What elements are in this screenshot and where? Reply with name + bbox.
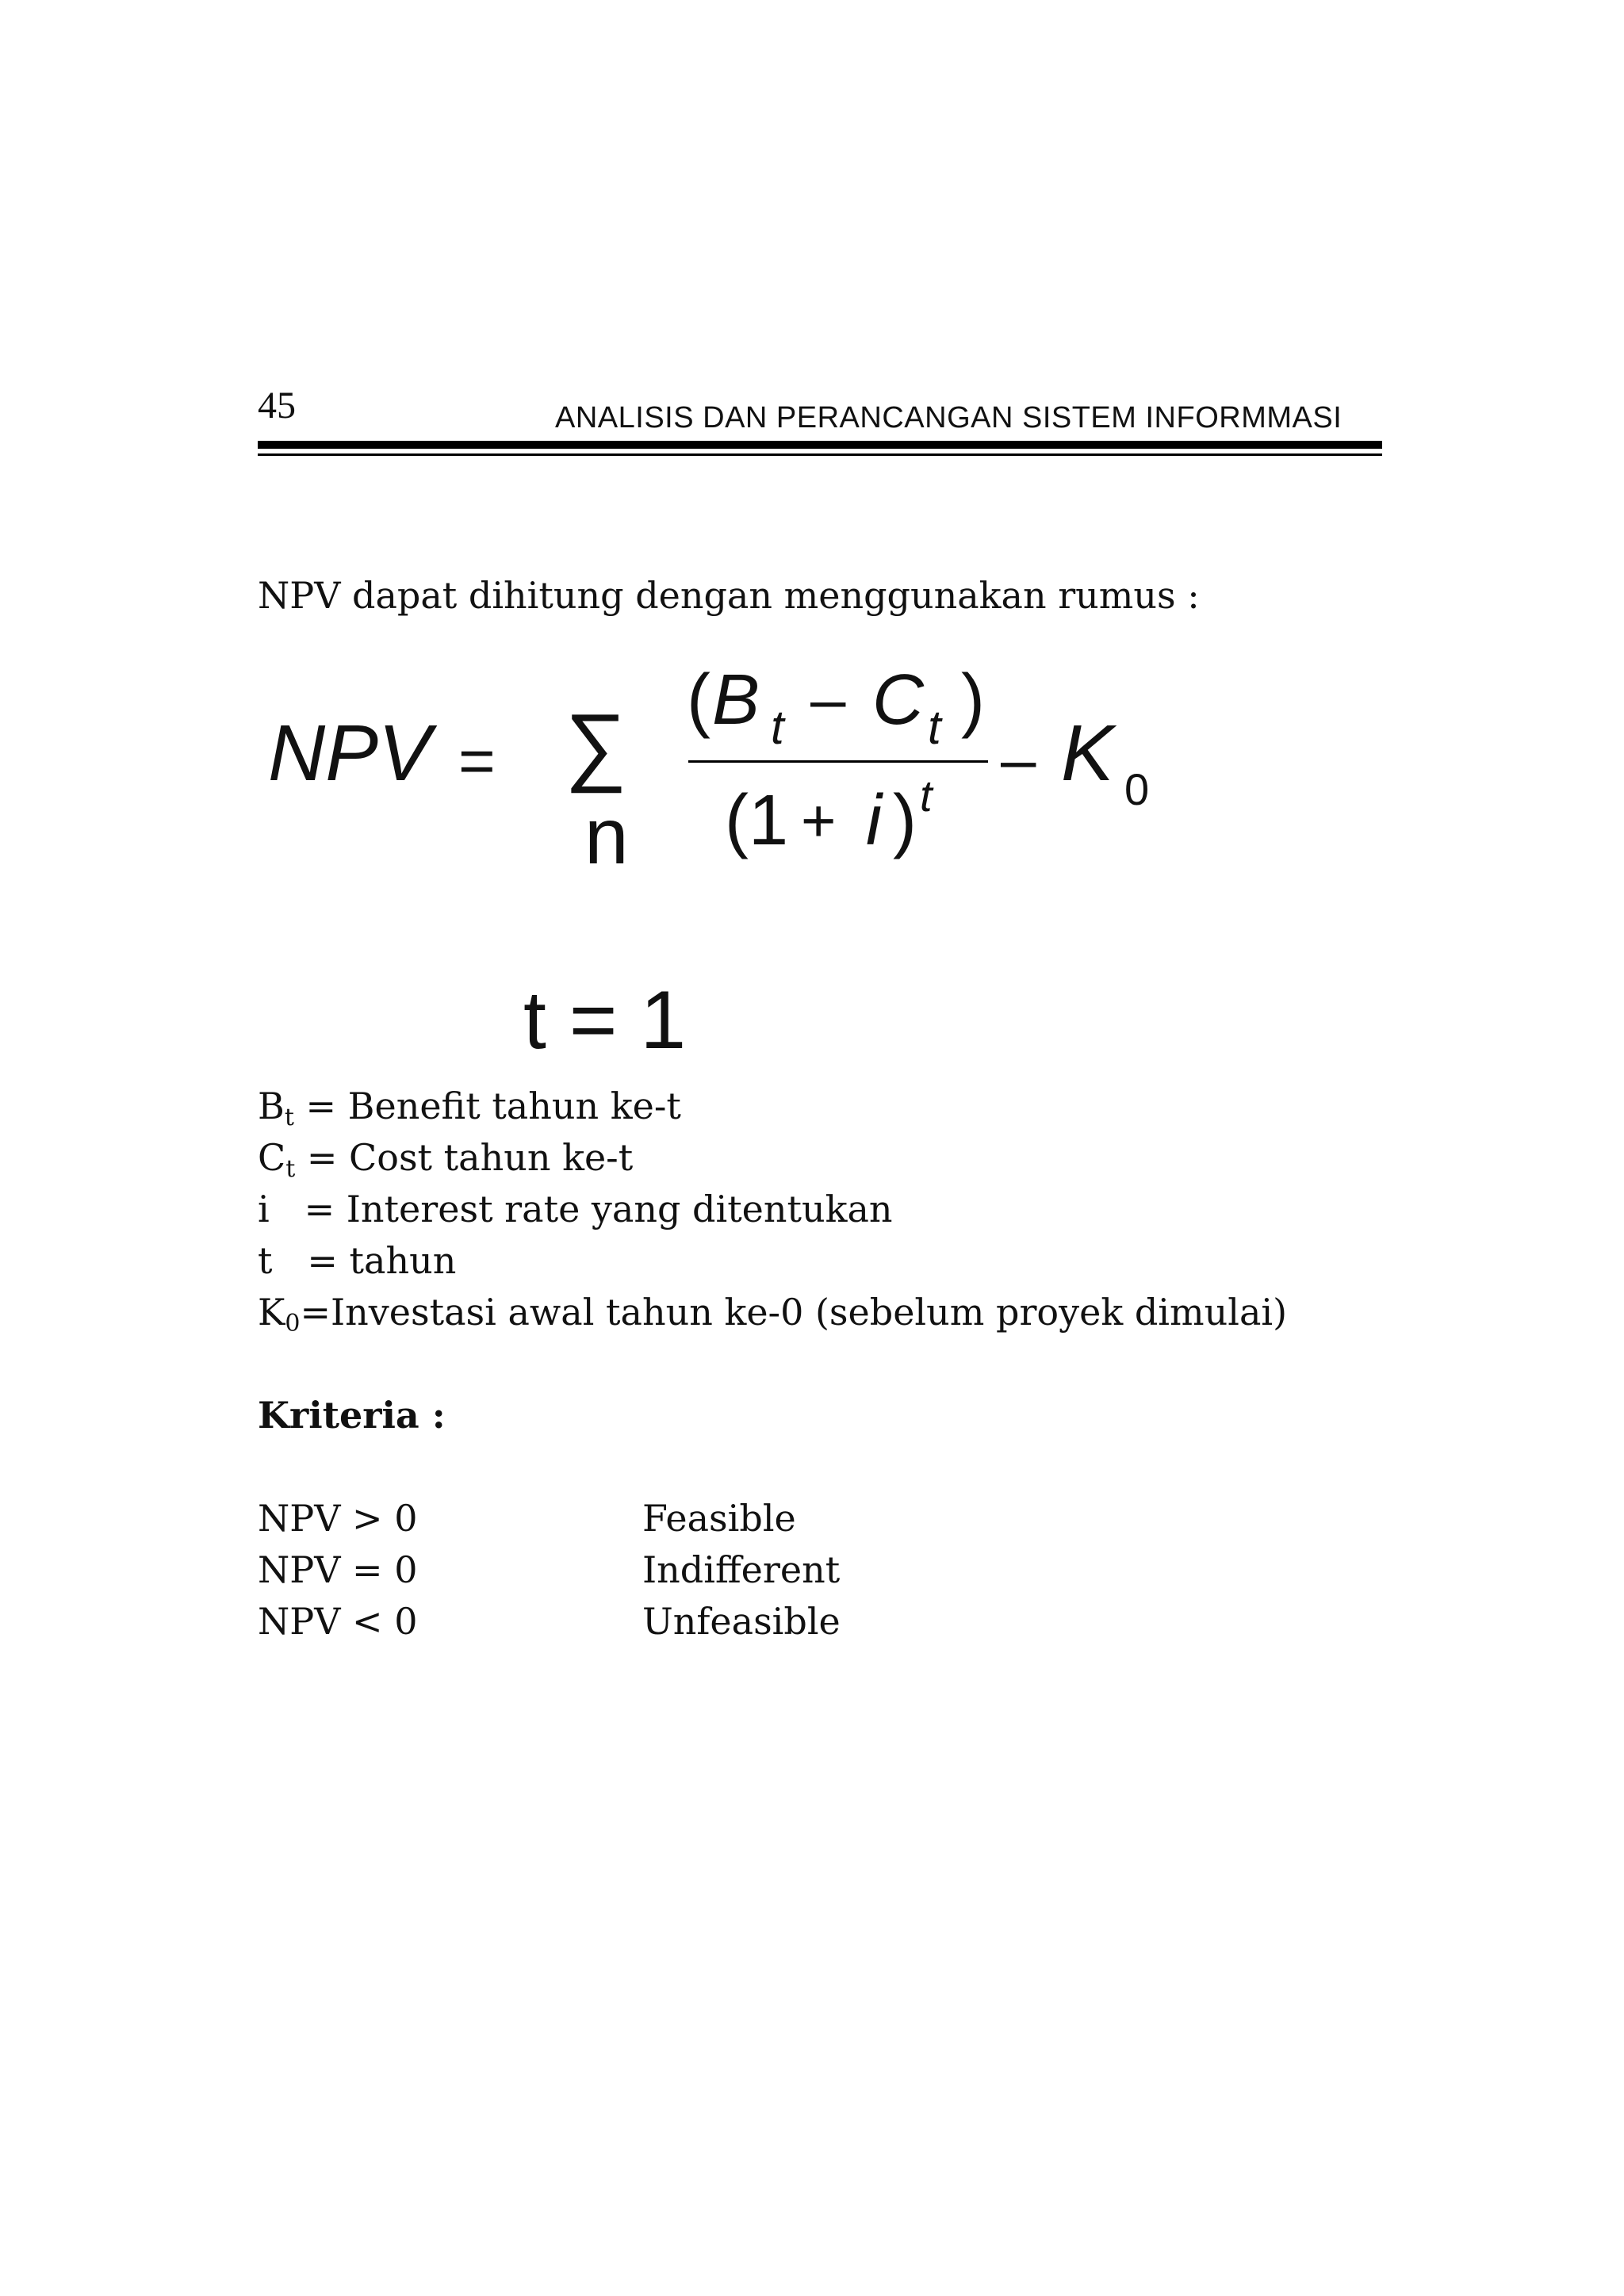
running-title: ANALISIS DAN PERANCANGAN SISTEM INFORMMASI [555, 401, 1342, 434]
formula-k-sub: 0 [1124, 764, 1150, 814]
definition-t: t = tahun [258, 1239, 457, 1282]
criteria-result-unfeasible: Unfeasible [642, 1600, 841, 1643]
page-number: 45 [258, 385, 296, 427]
numerator-b: B [712, 660, 760, 740]
formula-equals: = [458, 725, 496, 796]
fraction-bar [688, 760, 988, 763]
formula-minus: – [1001, 724, 1036, 794]
numerator-minus: – [810, 664, 846, 734]
numerator-b-sub: t [771, 701, 784, 754]
criteria-result-indifferent: Indifferent [642, 1548, 841, 1591]
definition-ct: $C_t$ = Cost tahun ke-t [258, 1136, 634, 1183]
formula-lower-limit: t = 1 [523, 974, 687, 1066]
criteria-condition-positive: NPV > 0 [258, 1497, 418, 1540]
header-rule-thick [258, 441, 1382, 449]
formula-k: K [1061, 709, 1114, 798]
criteria-condition-zero: NPV = 0 [258, 1548, 418, 1591]
numerator-c: C [872, 660, 924, 740]
formula-lhs: NPV [268, 709, 431, 798]
criteria-condition-negative: NPV < 0 [258, 1600, 418, 1643]
numerator-close-paren: ) [961, 660, 985, 740]
definition-k0: $K_0=Investasi$ awal tahun ke-0 (sebelum proyek dimulai) [258, 1291, 1288, 1337]
intro-text: NPV dapat dihitung dengan menggunakan rumus : [258, 574, 1200, 617]
numerator-open-paren: ( [687, 660, 710, 740]
header-rule-thin [258, 453, 1382, 456]
criteria-heading: Kriteria : [258, 1394, 446, 1437]
denominator-plus: + [801, 787, 837, 855]
definition-i: i = Interest rate yang ditentukan [258, 1188, 893, 1230]
definition-bt: $B_t$ = Benefit tahun ke-t [258, 1085, 681, 1131]
denominator-open: (1 [725, 781, 789, 860]
criteria-result-feasible: Feasible [642, 1497, 796, 1540]
numerator-c-sub: t [928, 701, 941, 754]
formula-sigma: ∑ [565, 696, 627, 794]
denominator-i: i [866, 781, 882, 860]
denominator-exponent: t [920, 771, 933, 821]
denominator-close: ) [893, 781, 917, 860]
formula-upper-limit: n [584, 792, 629, 881]
